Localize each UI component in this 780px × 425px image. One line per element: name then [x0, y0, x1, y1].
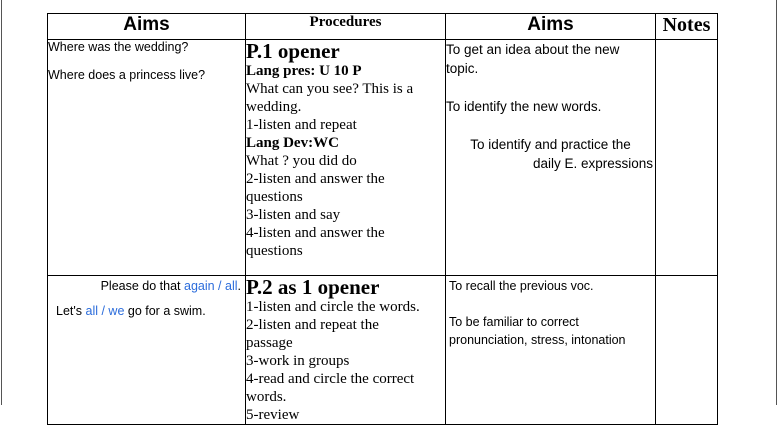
procedure-line: 4-read and circle the correct: [246, 371, 415, 387]
highlight-text: all / we: [85, 304, 125, 318]
row2-procedures-cell: [246, 276, 446, 425]
example-text: Please do that: [100, 279, 184, 293]
procedure-line: passage: [246, 335, 293, 351]
page-left-edge: [1, 0, 2, 405]
aim-line: daily E. expressions: [532, 156, 653, 171]
row2-aims-left-cell: [48, 276, 246, 425]
question-line: Where was the wedding?: [48, 40, 189, 54]
procedure-subtitle: Lang Dev:WC: [246, 135, 339, 151]
spacer: [446, 78, 655, 97]
header-aims-right: Aims: [446, 14, 656, 40]
procedure-subtitle: Lang pres: U 10 P: [246, 63, 362, 79]
aim-line: To identify and practice the: [470, 137, 631, 152]
row2-notes-cell: [656, 276, 718, 425]
row2-aims-right-cell: [446, 276, 656, 425]
procedure-line: wedding.: [246, 99, 302, 115]
procedure-line: 5-review: [246, 407, 300, 423]
row1-aims-left-cell: [48, 40, 246, 276]
aim-line: topic.: [446, 61, 479, 76]
row1-procedures-cell: [246, 40, 446, 276]
procedure-line: questions: [246, 189, 303, 205]
example-text: go for a swim.: [124, 304, 206, 318]
table-row: [48, 40, 718, 276]
question-line: Where does a princess live?: [48, 68, 206, 82]
example-line: [56, 277, 241, 295]
procedure-line: 2-listen and repeat the: [246, 317, 379, 333]
aim-line: To identify the new words.: [446, 99, 602, 114]
row1-aims-right-cell: [446, 40, 656, 276]
procedure-line: 1-listen and repeat: [246, 117, 357, 133]
spacer: [446, 116, 655, 135]
procedure-line: What can you see? This is a: [246, 81, 414, 97]
procedure-line: 3-work in groups: [246, 353, 350, 369]
example-line: [56, 302, 241, 320]
procedure-line: questions: [246, 243, 303, 259]
highlight-text: again / all: [184, 279, 238, 293]
aim-line: To be familiar to correct: [449, 315, 579, 329]
procedure-line: words.: [246, 389, 287, 405]
table-row: [48, 276, 718, 425]
procedure-line: 1-listen and circle the words.: [246, 299, 420, 315]
aim-line: To recall the previous voc.: [449, 279, 594, 293]
aim-line: pronunciation, stress, intonation: [449, 333, 626, 347]
lesson-plan-table: [47, 13, 718, 425]
aim-line: To get an idea about the new: [446, 42, 620, 57]
example-text: .: [237, 279, 241, 293]
header-aims-left: Aims: [48, 14, 246, 40]
procedure-line: What ? you did do: [246, 153, 357, 169]
procedure-title: P.1 opener: [246, 39, 340, 63]
header-notes: Notes: [656, 14, 718, 40]
procedure-line: 3-listen and say: [246, 207, 341, 223]
procedure-title: P.2 as 1 opener: [246, 275, 380, 299]
procedure-line: 4-listen and answer the: [246, 225, 385, 241]
row1-notes-cell: [656, 40, 718, 276]
header-row: [48, 14, 718, 40]
header-procedures: Procedures: [246, 14, 446, 40]
page-right-edge: [776, 0, 777, 405]
example-text: Let's: [56, 304, 86, 318]
procedure-line: 2-listen and answer the: [246, 171, 385, 187]
